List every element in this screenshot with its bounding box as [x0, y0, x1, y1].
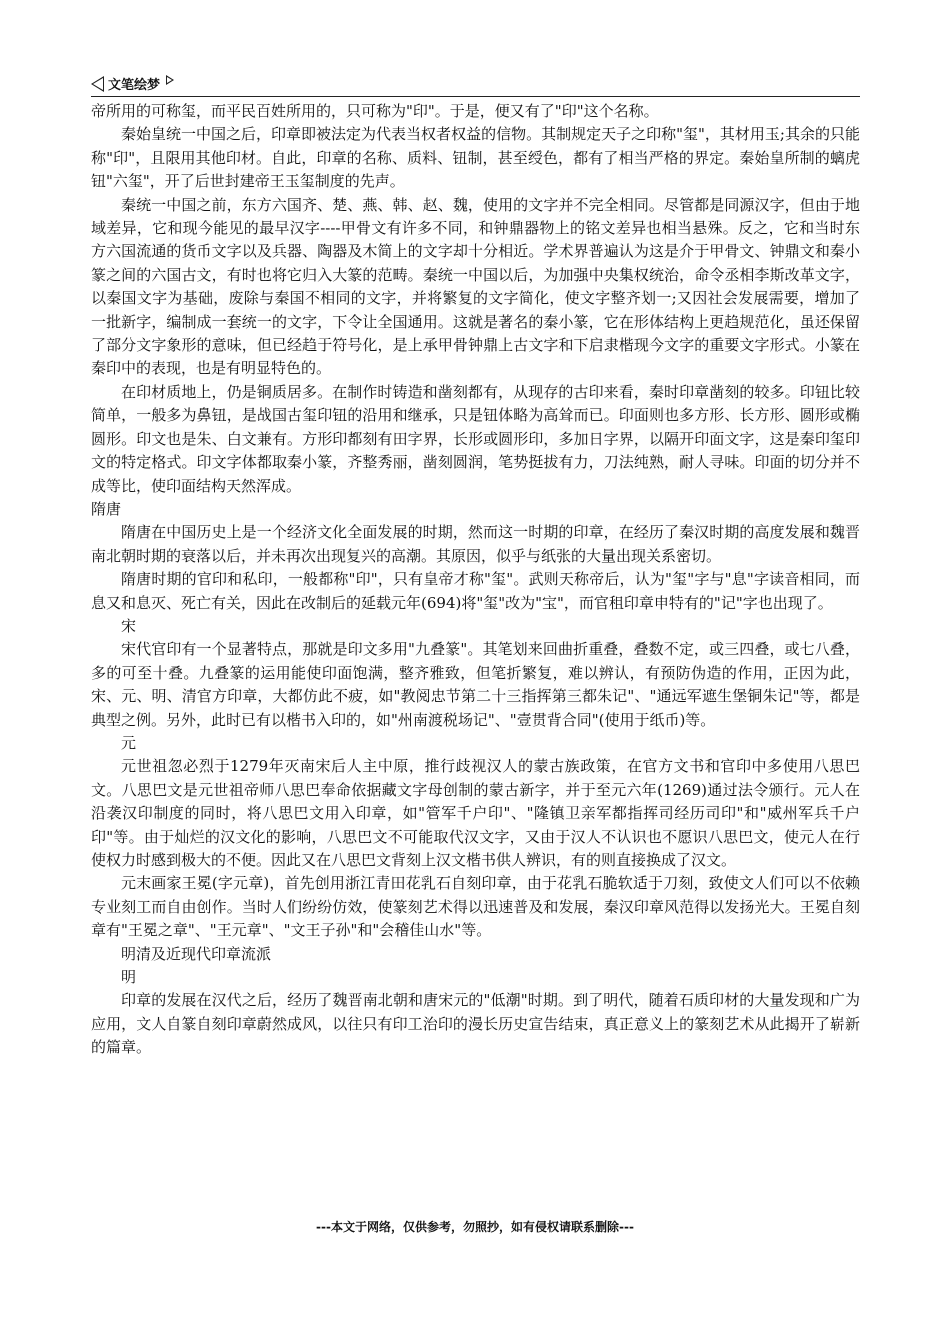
- section-heading: 隋唐: [91, 499, 122, 518]
- left-triangle-icon: [91, 76, 104, 92]
- paragraph: 在印材质地上，仍是铜质居多。在制作时铸造和凿刻都有，从现存的古印来看，秦时印章凿刻的较多。印钮比较简单，一般多为鼻钮，是战国古玺印钮的沿用和继承，只是钮体略为高耸而已。印面则也多方形、长方形、圆形或椭圆形。印文也是朱、白文兼有。方形印都刻有田字界，长形或圆形印，多加日字界，以隔开印面文字，这是秦印玺印文的特定格式。印文字体都取秦小篆，齐整秀丽，凿刻圆润，笔势挺拔有力，刀法纯熟，耐人寻味。印面的切分并不成等比，使印面结构天然浑成。: [91, 382, 860, 495]
- header-title: 文笔绘梦: [108, 78, 161, 93]
- document-body: [91, 100, 860, 1060]
- paragraph: 宋代官印有一个显著特点，那就是印文多用"九叠篆"。其笔划来回曲折重叠，叠数不定，或三四叠，或七八叠，多的可至十叠。九叠篆的运用能使印面饱满，整齐雅致，但笔折繁复，难以辨认，有预防伪造的作用，正因为此，宋、元、明、清官方印章，大都仿此不疲，如"教阅忠节第二十三指挥第三都朱记"、"通远军遮生堡铜朱记"等，都是典型之例。另外，此时已有以楷书入印的，如"州南渡税场记"、"壹贯背合同"(使用于纸币)等。: [91, 640, 860, 729]
- paragraph: 秦始皇统一中国之后，印章即被法定为代表当权者权益的信物。其制规定天子之印称"玺"，其材用玉;其余的只能称"印"，且限用其他印材。自此，印章的名称、质料、钮制，甚至绶色，都有了相当严格的界定。秦始皇所制的螭虎钮"六玺"，开了后世封建帝王玉玺制度的先声。: [91, 125, 860, 191]
- right-triangle-icon: [166, 75, 174, 85]
- footer-disclaimer: ---本文于网络，仅供参考，勿照抄，如有侵权请联系删除---: [316, 1220, 634, 1234]
- paragraph: 印章的发展在汉代之后，经历了魏晋南北朝和唐宋元的"低潮"时期。到了明代，随着石质印材的大量发现和广为应用，文人自篆自刻印章蔚然成风，以往只有印工治印的漫长历史宣告结束，真正意义上的篆刻艺术从此揭开了崭新的篇章。: [91, 991, 860, 1057]
- paragraph: 帝所用的可称玺，而平民百姓所用的，只可称为"印"。于是，便又有了"印"这个名称。: [91, 102, 659, 120]
- section-heading: 明清及近现代印章流派: [121, 944, 272, 963]
- section-heading: 元: [121, 733, 137, 752]
- section-heading: 宋: [121, 616, 137, 635]
- page-header: [91, 70, 860, 97]
- paragraph: 隋唐在中国历史上是一个经济文化全面发展的时期，然而这一时期的印章，在经历了秦汉时期的高度发展和魏晋南北朝时期的衰落以后，并未再次出现复兴的高潮。其原因，似乎与纸张的大量出现关系密切。: [91, 523, 860, 565]
- paragraph: 元世祖忽必烈于1279年灭南宋后人主中原，推行歧视汉人的蒙古族政策，在官方文书和官印中多使用八思巴文。八思巴文是元世祖帝师八思巴奉命依据藏文字母创制的蒙古新字，并于至元六年(1269)通过法令颁行。元人在沿袭汉印制度的同时，将八思巴文用入印章，如"管军千户印"、"隆镇卫亲军都指挥司经历司印"和"威州军兵千户印"等。由于灿烂的汉文化的影响，八思巴文不可能取代汉文字，又由于汉人不认识也不愿识八思巴文，使元人在行使权力时感到极大的不便。因此又在八思巴文背刻上汉文楷书供人辨识，有的则直接换成了汉文。: [91, 757, 860, 869]
- paragraph: 元末画家王冕(字元章)，首先创用浙江青田花乳石自刻印章，由于花乳石脆软适于刀刻，致使文人们可以不依赖专业刻工而自由创作。当时人们纷纷仿效，使篆刻艺术得以迅速普及和发展，秦汉印章风范得以发扬光大。王冕自刻章有"王冕之章"、"王元章"、"文王子孙"和"会稽佳山水"等。: [91, 874, 860, 940]
- header-brand: [91, 74, 174, 93]
- section-heading: 明: [121, 968, 137, 987]
- paragraph: 隋唐时期的官印和私印，一般都称"印"，只有皇帝才称"玺"。武则天称帝后，认为"玺"字与"息"字读音相同，而息又和息灭、死亡有关，因此在改制后的延载元年(694)将"玺"改为"宝"，而官租印章申特有的"记"字也出现了。: [91, 570, 860, 612]
- paragraph: 秦统一中国之前，东方六国齐、楚、燕、韩、赵、魏，使用的文字并不完全相同。尽管都是同源汉字，但由于地域差异，它和现今能见的最早汉字----甲骨文有许多不同，和钟鼎器物上的铭文差异也相当悬殊。反之，它和当时东方六国流通的货币文字以及兵器、陶器及木简上的文字却十分相近。学术界普遍认为这是介于甲骨文、钟鼎文和秦小篆之间的六国古文，有时也将它归入大篆的范畴。秦统一中国以后，为加强中央集权统治，命令丞相李斯改革文字，以秦国文字为基础，废除与秦国不相同的文字，并将繁复的文字简化，使文字整齐划一;又因社会发展需要，增加了一批新字，编制成一套统一的文字，下令让全国通用。这就是著名的秦小篆，它在形体结构上更趋规范化，虽还保留了部分文字象形的意味，但已经趋于符号化，是上承甲骨钟鼎上古文字和下启隶楷现今文字的重要文字形式。小篆在秦印中的表现，也是有明显特色的。: [91, 195, 860, 378]
